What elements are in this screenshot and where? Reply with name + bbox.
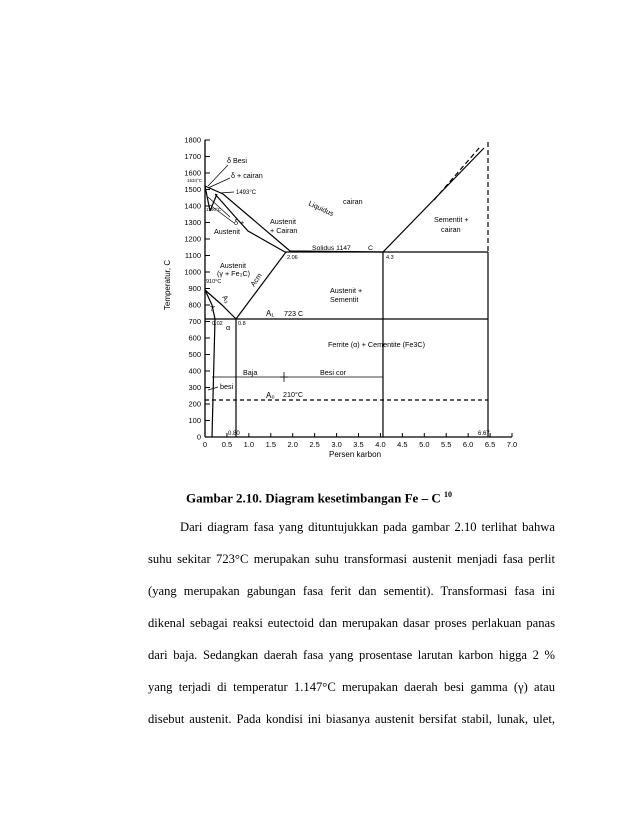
y-tick-label: 1600 [184, 168, 201, 178]
caption-text: Gambar 2.10. Diagram kesetimbangan Fe – C [186, 490, 441, 506]
label-1493: 1493°C [236, 190, 257, 196]
label-alpha: α [226, 323, 231, 332]
y-tick-label: 1300 [184, 218, 201, 227]
label-6-67: 6.67 [478, 431, 490, 437]
x-tick-labels [203, 433, 517, 449]
label-a1-side: A₁ [208, 304, 216, 313]
label-delta-austenit-1: δ + [234, 218, 245, 227]
label-sementit-cairan-1: Sementit + [434, 215, 469, 224]
label-0-8: 0.8 [238, 321, 246, 327]
alpha-solvus [205, 290, 215, 437]
arrow-markers [280, 372, 288, 382]
y-tick-label: 100 [188, 416, 201, 425]
y-tick-label: 1800 [184, 135, 201, 145]
paragraph-line: dikenal sebagai reaksi eutectoid dan merupakan dasar proses perlakuan panas [148, 616, 555, 630]
paragraph-line: suhu sekitar 723°C merupakan suhu transformasi austenit menjadi fasa perlit [148, 552, 555, 566]
label-2-06: 2.06 [287, 255, 298, 261]
label-4-3: 4.3 [386, 255, 394, 261]
label-solidus-c: C [368, 245, 373, 252]
label-910: 910°C [206, 279, 222, 285]
y-tick-label: 500 [188, 350, 201, 359]
x-tick-label: 1.5 [265, 440, 277, 449]
label-a1: A₁ [266, 309, 275, 318]
label-0-02: 0.02 [212, 321, 223, 327]
x-tick-label: 1.0 [243, 440, 255, 449]
label-ferrite-cementite: Ferrite (α) + Cementite (Fe3C) [328, 340, 426, 349]
x-tick-label: 7.0 [506, 440, 518, 449]
label-liquidus: Liquidus [307, 198, 336, 219]
x-tick-label: 6.5 [484, 440, 496, 449]
label-delta-austenit-2: Austenit [214, 227, 240, 236]
x-tick-label: 6.0 [462, 440, 474, 449]
x-axis-title: Persen karbon [328, 450, 382, 459]
paragraph-line: Dari diagram fasa yang dituntujukkan pada gambar 2.10 terlihat bahwa [180, 520, 555, 534]
y-tick-label: 1700 [184, 152, 201, 161]
label-a3: A₃ [220, 293, 232, 305]
y-tick-label: 300 [188, 383, 201, 392]
label-1534: 1534°C [187, 178, 203, 183]
label-austenit-sementit-2: Sementit [330, 295, 359, 304]
figure-caption [0, 490, 638, 506]
paragraph-line: yang terjadi di temperatur 1.147°C merupakan daerah besi gamma (γ) atau [148, 680, 555, 694]
label-austenit-sementit-1: Austenit + [330, 286, 363, 295]
y-tick-label: 400 [188, 366, 201, 376]
label-baja: Baja [243, 368, 258, 377]
y-tick-label: 600 [188, 333, 201, 343]
label-sementit-cairan-2: cairan [441, 225, 461, 234]
caption-reference: 10 [443, 490, 452, 499]
x-tick-label: 4.5 [397, 440, 408, 449]
label-210: 210°C [283, 390, 304, 399]
x-tick-label: 2.5 [309, 440, 320, 449]
x-tick-label: 5.5 [440, 440, 452, 449]
y-tick-label: 0 [196, 432, 201, 442]
x-tick-label: 5.0 [419, 440, 430, 449]
y-tick-label: 1100 [184, 251, 201, 260]
y-tick-label: 1400 [184, 201, 201, 211]
y-tick-label: 800 [188, 300, 201, 310]
label-723: 723 C [284, 309, 304, 318]
x-tick-label: 0.5 [221, 440, 233, 449]
label-austenit-fe3c-1: Austenit [220, 261, 246, 270]
x-tick-label: 4.0 [375, 440, 386, 449]
y-tick-label: 1500 [184, 185, 201, 194]
body-paragraph [148, 517, 555, 741]
label-solidus: Solidus 1147 [312, 245, 351, 252]
y-axis-title: Temperatur, C [163, 259, 172, 311]
label-austenit-fe3c-2: (γ + Fe₃C) [217, 269, 251, 278]
label-besi-delta: δ Besi [227, 156, 247, 165]
paragraph-line: (yang merupakan gabungan fasa ferit dan sementit). Transformasi fasa ini [148, 584, 555, 598]
y-tick-label: 1000 [184, 267, 201, 277]
label-besi-cor: Besi cor [320, 368, 346, 377]
x-tick-label: 0 [202, 440, 208, 449]
label-besi: besi [220, 382, 234, 391]
y-tick-label: 200 [188, 399, 201, 409]
y-tick-label: 700 [188, 317, 201, 326]
label-austenit-cairan-1: Austenit [270, 217, 296, 226]
label-acm: Acm [248, 271, 264, 289]
label-austenit-cairan-2: + Cairan [270, 226, 298, 235]
label-delta-cairan: δ + cairan [231, 171, 263, 180]
x-tick-label: 3.5 [353, 440, 364, 449]
y-tick-label: 1200 [184, 234, 201, 244]
paragraph-line: disebut austenit. Pada kondisi ini biasanya austenit bersifat stabil, lunak, ulet, [148, 712, 555, 726]
x-tick-label: 3.0 [331, 440, 342, 449]
label-a0: A₀ [266, 391, 275, 400]
paragraph-line: dari baja. Sedangkan daerah fasa yang prosentase larutan karbon higga 2 % [148, 648, 555, 662]
fe-c-phase-diagram [150, 125, 540, 470]
liquidus-dashed-ext [434, 147, 480, 200]
label-1390: 1390°C [206, 207, 222, 212]
x-tick-label: 2.0 [287, 440, 298, 449]
label-0-80: 0.80 [228, 431, 240, 437]
label-cairan: cairan [343, 197, 363, 206]
y-tick-label: 900 [188, 284, 201, 293]
